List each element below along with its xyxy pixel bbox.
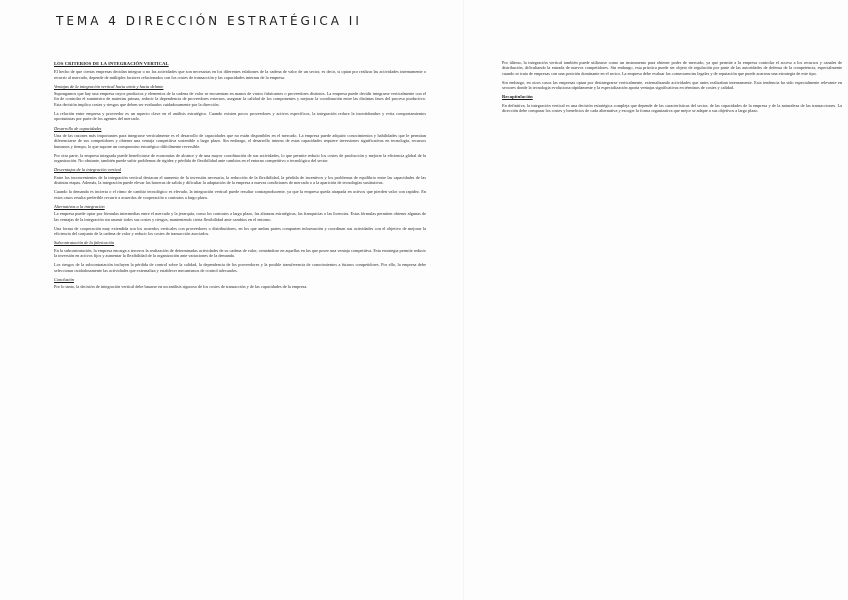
subsection-heading: Alternativas a la integración: [54, 203, 105, 209]
subsection-heading: Ventajas de la integración vertical hacia atrás y hacia delante: [54, 83, 164, 89]
paragraph: El hecho de que ciertas empresas decidan integrar o no las actividades que son necesarias en los diferentes eslabones de la cadena de valor de un sector, es decir, si optan por realizar las actividades internamente o recurrir al mercado, depende de múltiples factores relacionados con los costes de transacción y las capacidades internas de la empresa.: [54, 69, 426, 80]
section-heading: LOS CRITERIOS DE LA INTEGRACIÓN VERTICAL: [54, 61, 169, 66]
page-fold: [463, 0, 464, 600]
left-text-column: [54, 58, 426, 294]
paragraph: Una forma de cooperación muy extendida son los acuerdos verticales con proveedores o distribuidores, en los que ambas partes comparten información y coordinan sus actividades con el objetivo de mejorar la eficiencia del conjunto de la cadena de valor y reducir los costes de transacción asociados.: [54, 225, 426, 237]
paragraph: En la subcontratación, la empresa encarga a terceros la realización de determinadas actividades de su cadena de valor, centrándose en aquellas en las que posee una ventaja competitiva. Esta estrategia permite reducir la inversión en activos fijos y aumentar la flexibilidad de la organización ante variaciones de la demanda.: [54, 247, 426, 259]
paragraph: Una de las razones más importantes para integrarse verticalmente es el desarrollo de capacidades que no están disponibles en el mercado. La empresa puede adquirir conocimientos y habilidades que le permitan diferenciarse de sus competidores y obtener una ventaja competitiva sostenible a largo plazo. Sin embargo, el desarrollo interno de estas capacidades requiere inversiones significativas en tecnología, recursos humanos y tiempo, lo que supone un compromiso estratégico difícilmente reversible.: [54, 132, 426, 149]
paragraph: En definitiva, la integración vertical es una decisión estratégica compleja que depende de las características del sector, de las capacidades de la empresa y de la naturaleza de las transacciones. La dirección debe comparar los costes y beneficios de cada alternativa y escoger la forma organizativa que mejor se adapte a sus objetivos a largo plazo.: [502, 102, 842, 114]
paragraph: Entre los inconvenientes de la integración vertical destacan el aumento de la inversión necesaria, la reducción de la flexibilidad, la pérdida de incentivos y los problemas de equilibrio entre las capacidades de las distintas etapas. Además, la integración puede elevar las barreras de salida y dificultar la adaptación de la empresa a nuevas condiciones de mercado o a la aparición de tecnologías sustitutivas.: [54, 174, 426, 186]
paragraph: Cuando la demanda es incierta o el ritmo de cambio tecnológico es elevado, la integración vertical puede resultar contraproducente, ya que la empresa queda atrapada en activos que pierden valor con rapidez. En estos casos resulta preferible recurrir a acuerdos de cooperación o contratos a largo plazo.: [54, 189, 426, 200]
paragraph: Por último, la integración vertical también puede utilizarse como un instrumento para obtener poder de mercado, ya que permite a la empresa controlar el acceso a los recursos y canales de distribución, dificultando la entrada de nuevos competidores. Sin embargo, esta práctica puede ser objeto de regulación por parte de las autoridades de defensa de la competencia, especialmente cuando se trata de empresas con una posición dominante en el sector. La empresa debe evaluar las consecuencias legales y de reputación que puede acarrear una estrategia de este tipo.: [502, 60, 842, 76]
subsection-heading: Conclusión: [54, 276, 75, 282]
paragraph: La empresa puede optar por fórmulas intermedias entre el mercado y la jerarquía, como los contratos a largo plazo, las alianzas estratégicas, las franquicias o las licencias. Estas fórmulas permiten obtener algunas de las ventajas de la integración sin asumir todos sus costes y riesgos, manteniendo cierta flexibilidad ante cambios en el entorno.: [54, 211, 426, 222]
paragraph: Por otra parte, la empresa integrada puede beneficiarse de economías de alcance y de una mayor coordinación de sus actividades, lo que permite reducir los costes de producción y mejorar la eficiencia global de la organización. No obstante, también puede sufrir problemas de rigidez y pérdida de flexibilidad ante cambios en el entorno competitivo o tecnológico del sector.: [54, 152, 426, 164]
subsection-heading: Desarrollo de capacidades: [54, 125, 102, 131]
paragraph: Los riesgos de la subcontratación incluyen la pérdida de control sobre la calidad, la dependencia de los proveedores y la posible transferencia de conocimientos a futuros competidores. Por ello, la empresa debe seleccionar cuidadosamente las actividades que externaliza y establecer mecanismos de control adecuados.: [54, 262, 426, 273]
right-text-column: [502, 60, 842, 117]
paragraph: Sin embargo, en otros casos las empresas optan por desintegrarse verticalmente, externalizando actividades que antes realizaban internamente. Esta tendencia ha sido especialmente relevante en sectores donde la tecnología evoluciona rápidamente y la especialización aporta ventajas significativas en términos de costes y calidad.: [502, 79, 842, 91]
paragraph: Supongamos que hay una empresa cuyos productos y elementos de la cadena de valor se encuentran en manos de varios fabricantes o proveedores distintos. La empresa puede decidir integrarse verticalmente con el fin de controlar el suministro de materias primas, reducir la dependencia de proveedores externos, asegurar la calidad de los componentes y mejorar la coordinación entre las distintas fases del proceso productivo. Esta decisión implica costes y riesgos que deben ser evaluados cuidadosamente por la dirección.: [54, 91, 426, 107]
subsection-heading: Subcontratación de la fabricación: [54, 240, 115, 246]
paragraph: La relación entre empresa y proveedor es un aspecto clave en el análisis estratégico. Cuando existen pocos proveedores y activos específicos, la integración reduce la incertidumbre y evita comportamientos oportunistas por parte de los agentes del mercado.: [54, 111, 426, 122]
subsection-heading: Desventajas de la integración vertical: [54, 167, 122, 173]
paragraph: Por lo tanto, la decisión de integración vertical debe basarse en un análisis riguroso de los costes de transacción y de las capacidades de la empresa.: [54, 284, 308, 290]
page-title: TEMA 4 DIRECCIÓN ESTRATÉGICA II: [56, 14, 362, 28]
section-heading: Recapitulación: [502, 94, 533, 100]
